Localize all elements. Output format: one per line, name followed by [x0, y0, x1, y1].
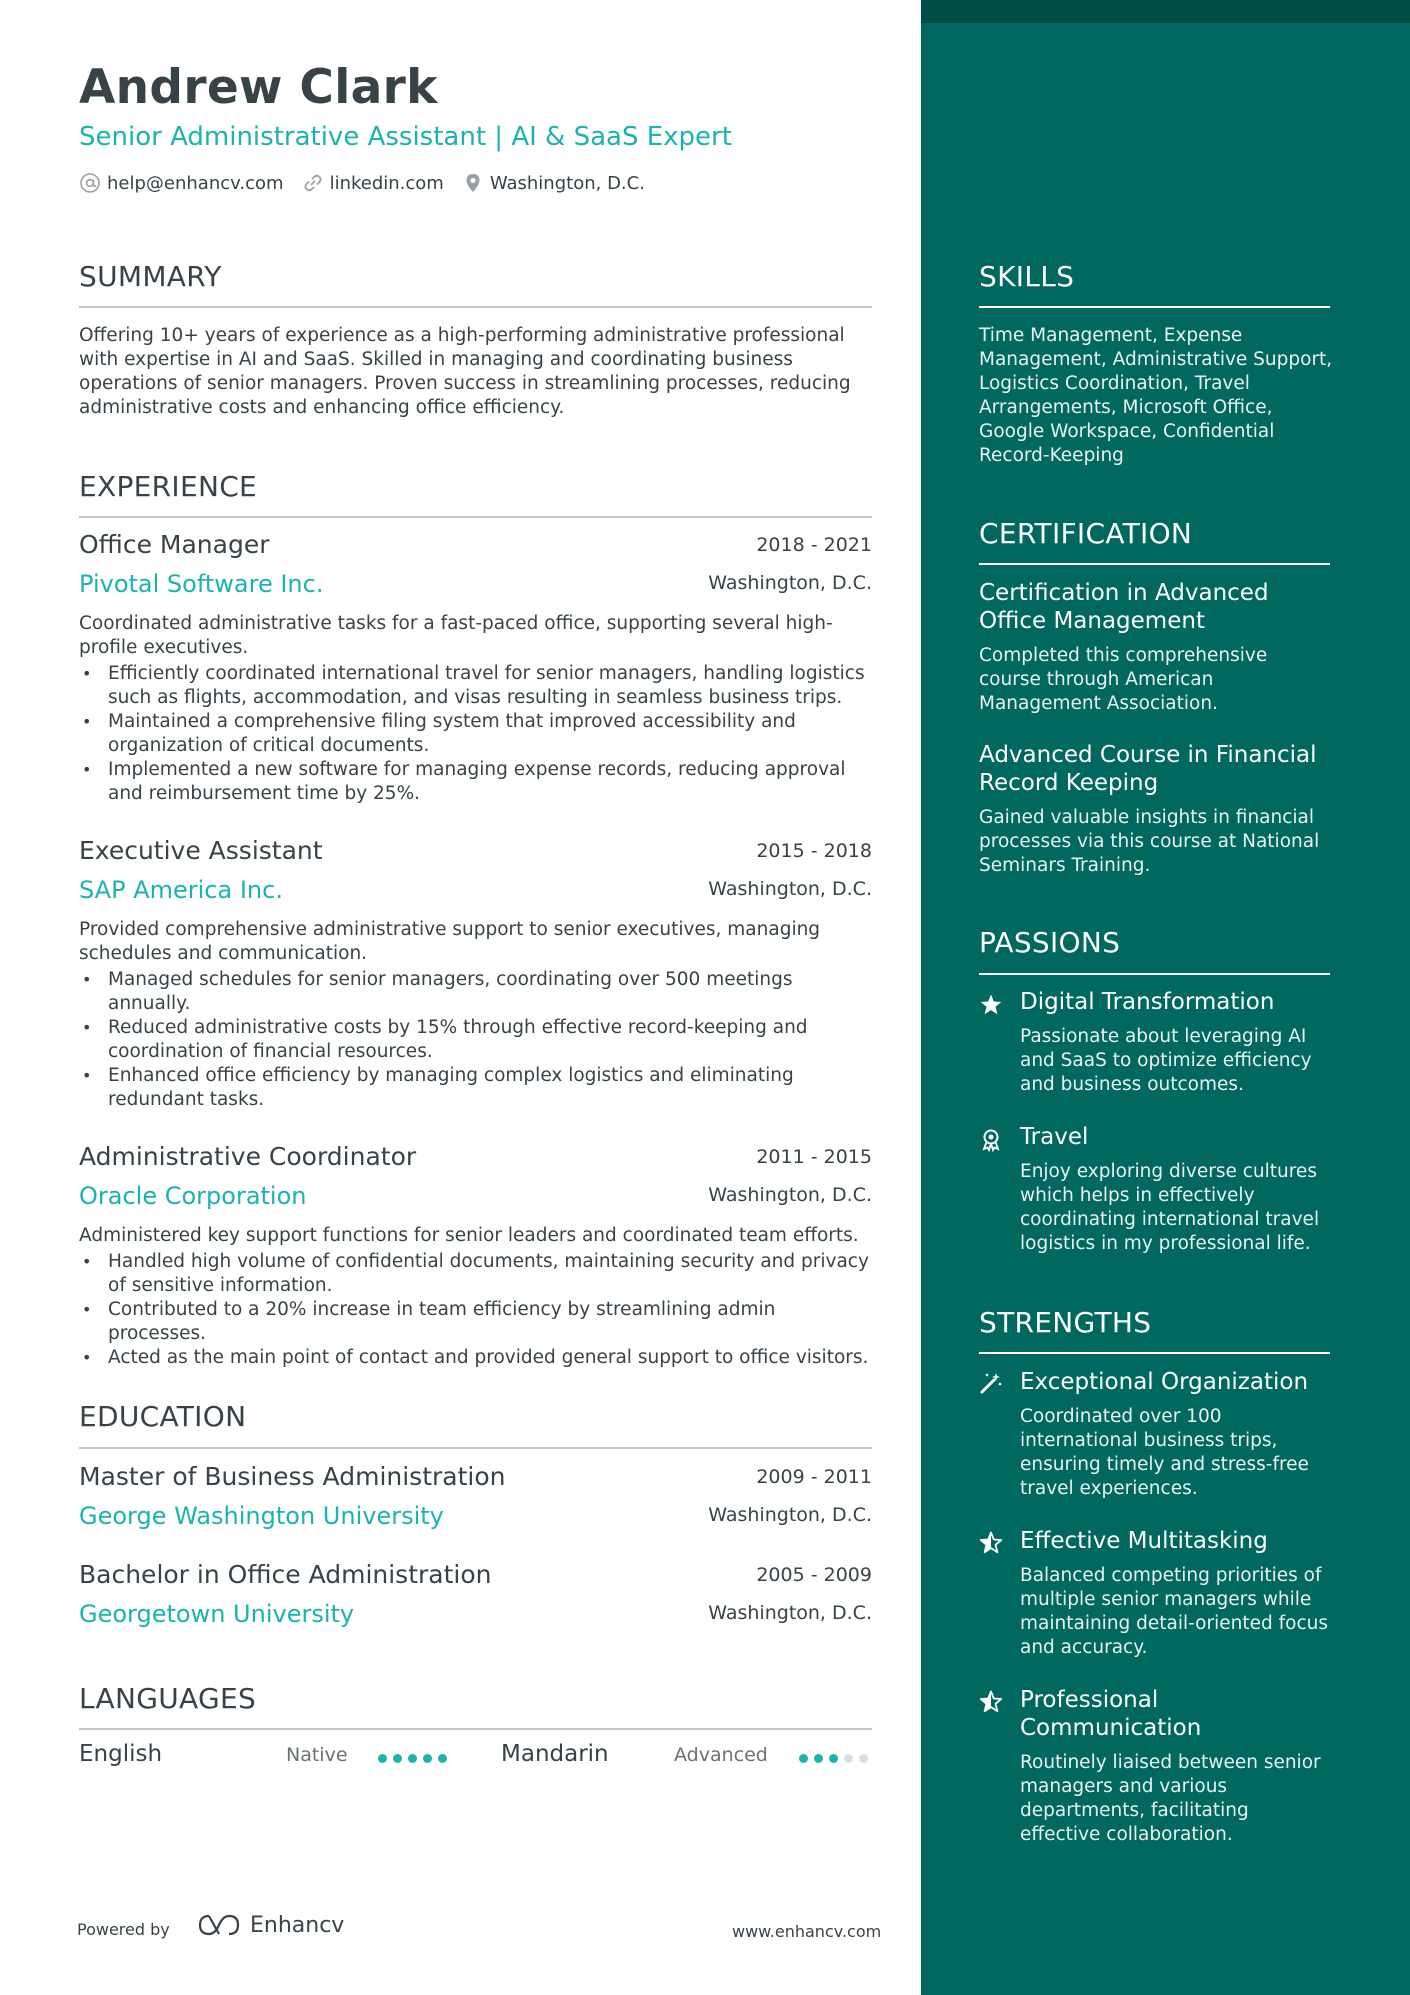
language-level: Advanced [674, 1744, 768, 1766]
job-bullet: • Managed schedules for senior managers, coordinating over 500 meetings annually. [79, 968, 872, 1016]
school[interactable]: George Washington University [79, 1502, 444, 1530]
education-dates: 2009 - 2011 [756, 1466, 872, 1488]
certification-title: Advanced Course in Financial Record Keeping [979, 742, 1317, 796]
job-entry-3 [79, 1142, 872, 1370]
job-bullet: • Efficiently coordinated international travel for senior managers, handling logistics such as flights, accommodation, and visas resulting in seamless business trips. [79, 662, 872, 710]
strength-text: Balanced competing priorities of multiple senior managers while maintaining detail-oriented focus and accuracy. [1020, 1565, 1328, 1658]
passion-title: Digital Transformation [1020, 989, 1275, 1015]
strength-title: Effective Multitasking [1020, 1528, 1268, 1554]
proficiency-dot-filled [423, 1754, 432, 1763]
education-entry-1 [79, 1462, 872, 1542]
job-location: Washington, D.C. [708, 1184, 872, 1206]
languages-heading: LANGUAGES [79, 1682, 257, 1715]
summary-heading: SUMMARY [79, 260, 222, 293]
job-role: Office Manager [79, 530, 270, 559]
proficiency-dot-filled [378, 1754, 387, 1763]
certification-text: Gained valuable insights in financial processes via this course at National Seminars Training. [979, 807, 1320, 876]
job-bullet: • Reduced administrative costs by 15% through effective record-keeping and coordination of financial resources. [79, 1016, 872, 1064]
proficiency-dot-empty [844, 1754, 853, 1763]
passions-divider [979, 973, 1330, 975]
enhancv-logo-icon [196, 1912, 242, 1938]
passions-heading: PASSIONS [979, 926, 1121, 959]
degree: Bachelor in Office Administration [79, 1560, 492, 1589]
sidebar [921, 0, 1410, 1995]
language-mandarin [501, 1741, 881, 1767]
job-bullet: • Implemented a new software for managing expense records, reducing approval and reimbursement time by 25%. [79, 758, 872, 806]
job-bullets [79, 662, 872, 806]
certification-divider [979, 563, 1330, 565]
footer-brand-name: Enhancv [250, 1912, 345, 1938]
contact-email[interactable] [79, 172, 284, 194]
job-description: Coordinated administrative tasks for a fast-paced office, supporting several high-profile executives. [79, 613, 833, 658]
job-company[interactable]: SAP America Inc. [79, 876, 283, 904]
job-dates: 2011 - 2015 [756, 1146, 872, 1168]
email-text: help@enhancv.com [107, 172, 284, 194]
language-level: Native [286, 1744, 348, 1766]
location-text: Washington, D.C. [489, 172, 645, 194]
proficiency-dot-filled [829, 1754, 838, 1763]
job-entry-2 [79, 836, 872, 1112]
job-bullet: • Acted as the main point of contact and provided general support to office visitors. [79, 1346, 872, 1370]
job-company[interactable]: Oracle Corporation [79, 1182, 307, 1210]
strength-title: Exceptional Organization [1020, 1369, 1309, 1395]
sidebar-top-bar [921, 0, 1410, 23]
certification-text: Completed this comprehensive course through American Management Association. [979, 645, 1268, 714]
job-entry-1 [79, 530, 872, 806]
education-location: Washington, D.C. [708, 1504, 872, 1526]
experience-divider [79, 516, 872, 518]
proficiency-dot-filled [799, 1754, 808, 1763]
link-icon [302, 172, 324, 194]
strengths-divider [979, 1352, 1330, 1354]
certification-title: Certification in Advanced Office Management [979, 580, 1269, 634]
proficiency-dot-empty [859, 1754, 868, 1763]
job-bullets [79, 968, 872, 1112]
job-bullets [79, 1250, 872, 1370]
education-dates: 2005 - 2009 [756, 1564, 872, 1586]
languages-divider [79, 1728, 872, 1730]
job-location: Washington, D.C. [708, 572, 872, 594]
candidate-name: Andrew Clark [79, 60, 438, 115]
job-role: Administrative Coordinator [79, 1142, 417, 1171]
proficiency-dot-filled [814, 1754, 823, 1763]
contact-bar [79, 172, 663, 194]
contact-link[interactable] [302, 172, 444, 194]
language-dots [378, 1754, 453, 1763]
language-english [79, 1741, 459, 1767]
half-star-icon [979, 1690, 1003, 1714]
education-heading: EDUCATION [79, 1400, 247, 1433]
contact-location [462, 172, 645, 194]
job-bullet: • Enhanced office efficiency by managing complex logistics and eliminating redundant tasks. [79, 1064, 872, 1112]
proficiency-dot-filled [393, 1754, 402, 1763]
job-dates: 2015 - 2018 [756, 840, 872, 862]
strength-title: Professional Communication [1020, 1687, 1202, 1741]
education-entry-2 [79, 1560, 872, 1640]
job-bullet: • Handled high volume of confidential documents, maintaining security and privacy of sensitive information. [79, 1250, 872, 1298]
strengths-heading: STRENGTHS [979, 1306, 1152, 1339]
link-text: linkedin.com [329, 172, 444, 194]
skills-text: Time Management, Expense Management, Administrative Support, Logistics Coordination, Travel Arrangements, Microsoft Office, Google Workspace, Confidential Record-Keeping [979, 325, 1333, 466]
passion-text: Enjoy exploring diverse cultures which helps in effectively coordinating international travel logistics in my professional life. [1020, 1161, 1320, 1254]
job-description: Provided comprehensive administrative support to senior executives, managing schedules and communication. [79, 919, 821, 964]
job-company[interactable]: Pivotal Software Inc. [79, 570, 324, 598]
skills-divider [979, 306, 1330, 308]
education-divider [79, 1447, 872, 1449]
location-pin-icon [462, 172, 484, 194]
language-name: Mandarin [501, 1741, 609, 1767]
language-name: English [79, 1741, 163, 1767]
passion-text: Passionate about leveraging AI and SaaS to optimize efficiency and business outcomes. [1020, 1026, 1312, 1095]
summary-text: Offering 10+ years of experience as a high-performing administrative professional with expertise in AI and SaaS. Skilled in managing and coordinating business operations of senior managers. Proven success in streamlining processes, reducing administrative costs and enhancing office efficiency. [79, 325, 851, 418]
skills-heading: SKILLS [979, 260, 1075, 293]
certification-heading: CERTIFICATION [979, 517, 1193, 550]
strength-text: Coordinated over 100 international business trips, ensuring timely and stress-free travel experiences. [1020, 1406, 1309, 1499]
at-icon [79, 172, 101, 194]
star-icon [979, 993, 1003, 1017]
language-dots [799, 1754, 874, 1763]
degree: Master of Business Administration [79, 1462, 506, 1491]
job-dates: 2018 - 2021 [756, 534, 872, 556]
footer-brand[interactable] [196, 1912, 344, 1938]
job-bullet: • Contributed to a 20% increase in team efficiency by streamlining admin processes. [79, 1298, 872, 1346]
footer-powered-by: Powered by [77, 1920, 170, 1939]
footer-url[interactable]: www.enhancv.com [732, 1922, 882, 1941]
proficiency-dot-filled [438, 1754, 447, 1763]
strength-text: Routinely liaised between senior managers and various departments, facilitating effective collaboration. [1020, 1752, 1321, 1845]
candidate-title: Senior Administrative Assistant | AI & SaaS Expert [79, 122, 732, 152]
school[interactable]: Georgetown University [79, 1600, 355, 1628]
job-location: Washington, D.C. [708, 878, 872, 900]
job-role: Executive Assistant [79, 836, 323, 865]
proficiency-dot-filled [408, 1754, 417, 1763]
experience-heading: EXPERIENCE [79, 470, 258, 503]
job-description: Administered key support functions for senior leaders and coordinated team efforts. [79, 1225, 859, 1246]
job-bullet: • Maintained a comprehensive filing system that improved accessibility and organization of critical documents. [79, 710, 872, 758]
magic-wand-icon [979, 1371, 1003, 1395]
half-star-icon [979, 1531, 1003, 1555]
passion-title: Travel [1020, 1124, 1089, 1150]
award-icon [979, 1128, 1003, 1152]
education-location: Washington, D.C. [708, 1602, 872, 1624]
summary-divider [79, 306, 872, 308]
